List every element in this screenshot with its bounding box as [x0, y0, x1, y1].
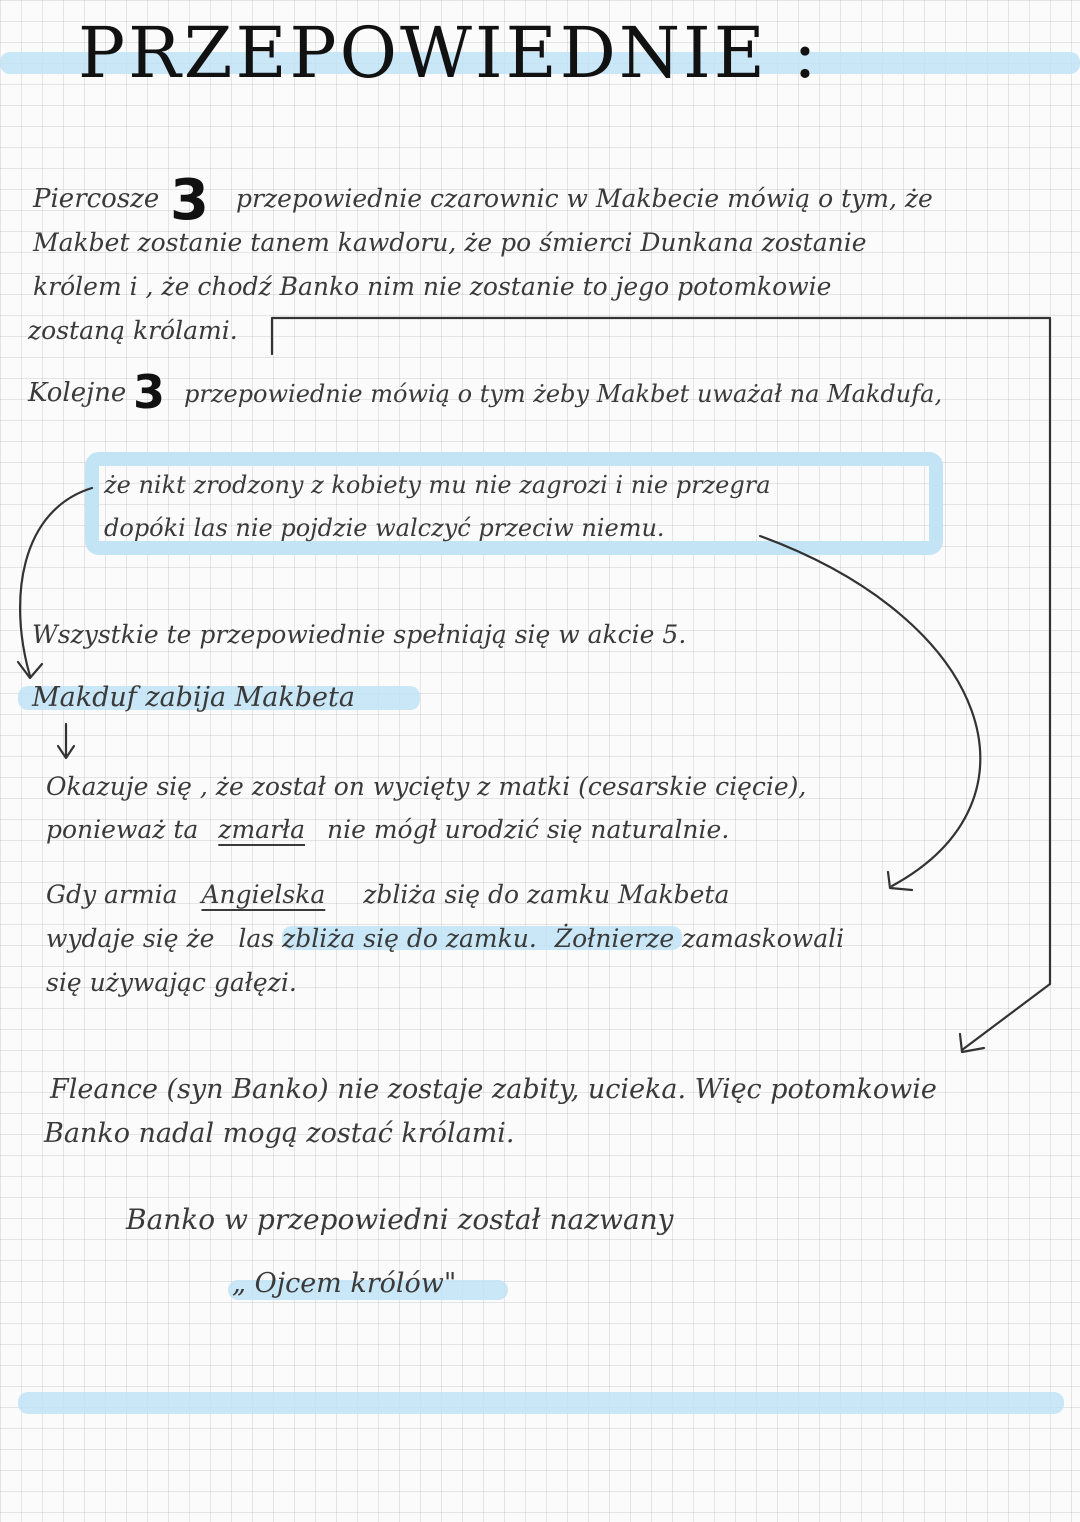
- box-text-line: dopóki las nie pojdzie walczyć przeciw niemu.: [104, 514, 665, 542]
- curved-arrow: [760, 536, 980, 886]
- text-segment: nie mógł urodzić się naturalnie.: [326, 815, 730, 844]
- text-line: Piercosze: [33, 184, 160, 214]
- highlighted-text: las zbliża się do zamku.: [238, 924, 537, 953]
- connector-line: [272, 318, 1050, 984]
- blank-answer: Angielska: [201, 880, 326, 909]
- text-line: Makbet zostanie tanem kawdoru, że po śmierci Dunkana zostanie: [33, 228, 867, 257]
- blank-answer: zmarła: [218, 815, 306, 844]
- text-segment: ponieważ ta: [46, 815, 199, 844]
- curved-arrow: [20, 488, 92, 676]
- text-line: królem i , że chodź Banko nim nie zostanie to jego potomkowie: [33, 272, 832, 301]
- text-line: Makduf zabija Makbeta: [32, 682, 355, 713]
- text-line: Banko w przepowiedni został nazwany: [126, 1203, 674, 1236]
- text-line: „ Ojcem królów": [232, 1268, 457, 1299]
- text-segment: zbliża się do zamku Makbeta: [363, 880, 730, 909]
- text-segment: Gdy armia: [46, 880, 178, 909]
- text-line: Kolejne: [28, 378, 127, 408]
- text-segment: wydaje się że: [46, 924, 215, 953]
- number-three: 3: [133, 365, 166, 419]
- text-line: się używając gałęzi.: [46, 968, 297, 997]
- page-title: PRZEPOWIEDNIE :: [78, 12, 820, 94]
- number-three: 3: [170, 168, 209, 233]
- text-line: Wszystkie te przepowiednie spełniają się w akcie 5.: [32, 620, 687, 649]
- text-line: przepowiednie czarownic w Makbecie mówią o tym, że: [236, 184, 933, 213]
- text-line: Banko nadal mogą zostać królami.: [44, 1118, 515, 1149]
- text-line: Fleance (syn Banko) nie zostaje zabity, ucieka. Więc potomkowie: [50, 1074, 937, 1105]
- connector-arrow: [962, 984, 1050, 1050]
- text-line: przepowiednie mówią o tym żeby Makbet uważał na Makdufa,: [184, 380, 943, 408]
- text-line: Okazuje się , że został on wycięty z matki (cesarskie cięcie),: [46, 772, 807, 801]
- text-line: zostaną królami.: [28, 316, 238, 345]
- box-text-line: że nikt zrodzony z kobiety mu nie zagrozi i nie przegra: [104, 471, 771, 499]
- text-segment: Żołnierze zamaskowali: [554, 924, 845, 953]
